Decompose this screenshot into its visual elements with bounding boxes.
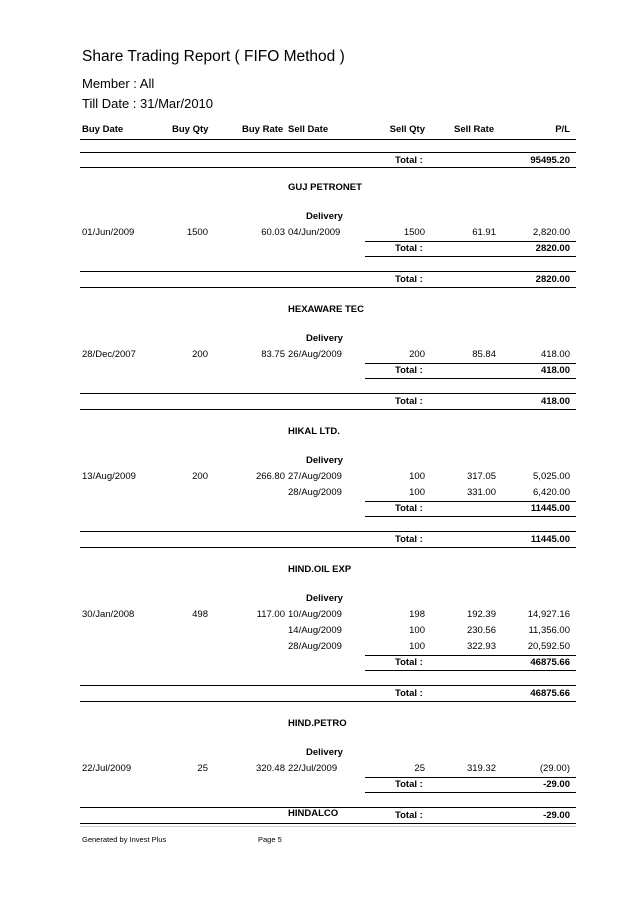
subtotal-value: 46875.66 xyxy=(530,657,570,668)
buy-rate-cell: 60.03 xyxy=(261,227,285,238)
buy-qty-cell: 200 xyxy=(192,349,208,360)
subtotal-value: 11445.00 xyxy=(530,503,570,514)
section-total-label: Total : xyxy=(395,810,423,821)
subtotal-label: Total : xyxy=(395,243,423,254)
subtotal-rule xyxy=(365,363,576,364)
section-name: GUJ PETRONET xyxy=(288,182,362,193)
col-sell-rate: Sell Rate xyxy=(454,124,495,135)
sell-date-cell: 22/Jul/2009 xyxy=(288,763,338,774)
sell-qty-cell: 1500 xyxy=(403,227,425,238)
sell-date-cell: 10/Aug/2009 xyxy=(288,609,342,620)
sell-date-cell: 28/Aug/2009 xyxy=(288,641,342,652)
buy-date-cell: 30/Jan/2008 xyxy=(82,609,135,620)
section-total-bottom-rule xyxy=(80,409,576,410)
sell-rate-cell: 85.84 xyxy=(472,349,496,360)
pl-cell: 6,420.00 xyxy=(533,487,570,498)
pl-cell: 20,592.50 xyxy=(527,641,570,652)
subtotal-label: Total : xyxy=(395,779,423,790)
col-buy-rate: Buy Rate xyxy=(242,124,284,135)
section-total-bottom-rule xyxy=(80,823,576,824)
subtotal-value: -29.00 xyxy=(543,779,570,790)
header-rule xyxy=(80,139,576,140)
subtotal-bottom-rule xyxy=(365,670,576,671)
opening-total-bottom-rule xyxy=(80,167,576,168)
subtotal-rule xyxy=(365,501,576,502)
sell-rate-cell: 319.32 xyxy=(466,763,496,774)
subtotal-rule xyxy=(365,777,576,778)
pl-cell: 418.00 xyxy=(540,349,570,360)
col-buy-date: Buy Date xyxy=(82,124,124,135)
section-type: Delivery xyxy=(306,593,343,604)
subtotal-bottom-rule xyxy=(365,792,576,793)
section-total-rule xyxy=(80,685,576,686)
section-total-value: -29.00 xyxy=(543,810,570,821)
buy-date-cell: 13/Aug/2009 xyxy=(82,471,136,482)
sell-qty-cell: 198 xyxy=(409,609,425,620)
section-total-value: 11445.00 xyxy=(530,534,570,545)
sell-date-cell: 14/Aug/2009 xyxy=(288,625,342,636)
section-total-label: Total : xyxy=(395,274,423,285)
subtotal-label: Total : xyxy=(395,657,423,668)
section-total-rule xyxy=(80,393,576,394)
opening-total-value: 95495.20 xyxy=(530,155,570,166)
pl-cell: 14,927.16 xyxy=(527,609,570,620)
section-total-value: 46875.66 xyxy=(530,688,570,699)
subtotal-bottom-rule xyxy=(365,516,576,517)
till-date-label: Till Date : 31/Mar/2010 xyxy=(82,96,214,111)
trailing-section-name: HINDALCO xyxy=(288,808,339,819)
sell-date-cell: 26/Aug/2009 xyxy=(288,349,342,360)
buy-rate-cell: 320.48 xyxy=(255,763,285,774)
footer-rule xyxy=(80,826,576,827)
section-total-value: 418.00 xyxy=(540,396,570,407)
section-name: HIND.OIL EXP xyxy=(288,564,352,575)
sell-qty-cell: 100 xyxy=(409,625,425,636)
sell-rate-cell: 192.39 xyxy=(466,609,496,620)
footer-page-number: Page 5 xyxy=(258,835,282,844)
pl-cell: (29.00) xyxy=(539,763,570,774)
subtotal-label: Total : xyxy=(395,503,423,514)
buy-date-cell: 01/Jun/2009 xyxy=(82,227,135,238)
section-type: Delivery xyxy=(306,747,343,758)
section-type: Delivery xyxy=(306,455,343,466)
section-total-label: Total : xyxy=(395,688,423,699)
sell-rate-cell: 317.05 xyxy=(466,471,496,482)
col-sell-date: Sell Date xyxy=(288,124,329,135)
footer-generated-by: Generated by Invest Plus xyxy=(82,835,167,844)
buy-date-cell: 22/Jul/2009 xyxy=(82,763,132,774)
col-buy-qty: Buy Qty xyxy=(172,124,209,135)
opening-total-rule xyxy=(80,152,576,153)
section-total-bottom-rule xyxy=(80,701,576,702)
section-type: Delivery xyxy=(306,333,343,344)
buy-qty-cell: 1500 xyxy=(186,227,208,238)
subtotal-rule xyxy=(365,241,576,242)
buy-rate-cell: 117.00 xyxy=(256,609,285,620)
sell-date-cell: 04/Jun/2009 xyxy=(288,227,341,238)
section-total-label: Total : xyxy=(395,396,423,407)
section-name: HIND.PETRO xyxy=(288,718,347,729)
section-total-bottom-rule xyxy=(80,547,576,548)
sell-qty-cell: 200 xyxy=(409,349,425,360)
section-type: Delivery xyxy=(306,211,343,222)
subtotal-value: 418.00 xyxy=(540,365,570,376)
section-name: HIKAL LTD. xyxy=(288,426,340,437)
buy-rate-cell: 266.80 xyxy=(255,471,285,482)
pl-cell: 5,025.00 xyxy=(533,471,570,482)
sell-rate-cell: 230.56 xyxy=(466,625,496,636)
section-total-rule xyxy=(80,531,576,532)
section-total-value: 2820.00 xyxy=(535,274,570,285)
sell-date-cell: 27/Aug/2009 xyxy=(288,471,342,482)
buy-qty-cell: 498 xyxy=(192,609,208,620)
section-total-rule xyxy=(80,271,576,272)
sell-rate-cell: 322.93 xyxy=(466,641,496,652)
buy-rate-cell: 83.75 xyxy=(261,349,285,360)
sell-rate-cell: 331.00 xyxy=(466,487,496,498)
opening-total-label: Total : xyxy=(395,155,423,166)
sell-qty-cell: 100 xyxy=(409,471,425,482)
pl-cell: 2,820.00 xyxy=(533,227,570,238)
member-label: Member : All xyxy=(82,76,155,91)
subtotal-bottom-rule xyxy=(365,378,576,379)
section-name: HEXAWARE TEC xyxy=(288,304,365,315)
buy-date-cell: 28/Dec/2007 xyxy=(82,349,136,360)
col-pl: P/L xyxy=(555,124,570,135)
sell-date-cell: 28/Aug/2009 xyxy=(288,487,342,498)
sell-qty-cell: 100 xyxy=(409,487,425,498)
buy-qty-cell: 25 xyxy=(197,763,208,774)
report-title: Share Trading Report ( FIFO Method ) xyxy=(82,48,345,65)
sell-rate-cell: 61.91 xyxy=(472,227,496,238)
buy-qty-cell: 200 xyxy=(192,471,208,482)
subtotal-rule xyxy=(365,655,576,656)
subtotal-label: Total : xyxy=(395,365,423,376)
section-total-label: Total : xyxy=(395,534,423,545)
sell-qty-cell: 100 xyxy=(409,641,425,652)
col-sell-qty: Sell Qty xyxy=(389,124,425,135)
section-total-bottom-rule xyxy=(80,287,576,288)
sell-qty-cell: 25 xyxy=(414,763,425,774)
pl-cell: 11,356.00 xyxy=(528,625,570,636)
subtotal-bottom-rule xyxy=(365,256,576,257)
subtotal-value: 2820.00 xyxy=(535,243,570,254)
